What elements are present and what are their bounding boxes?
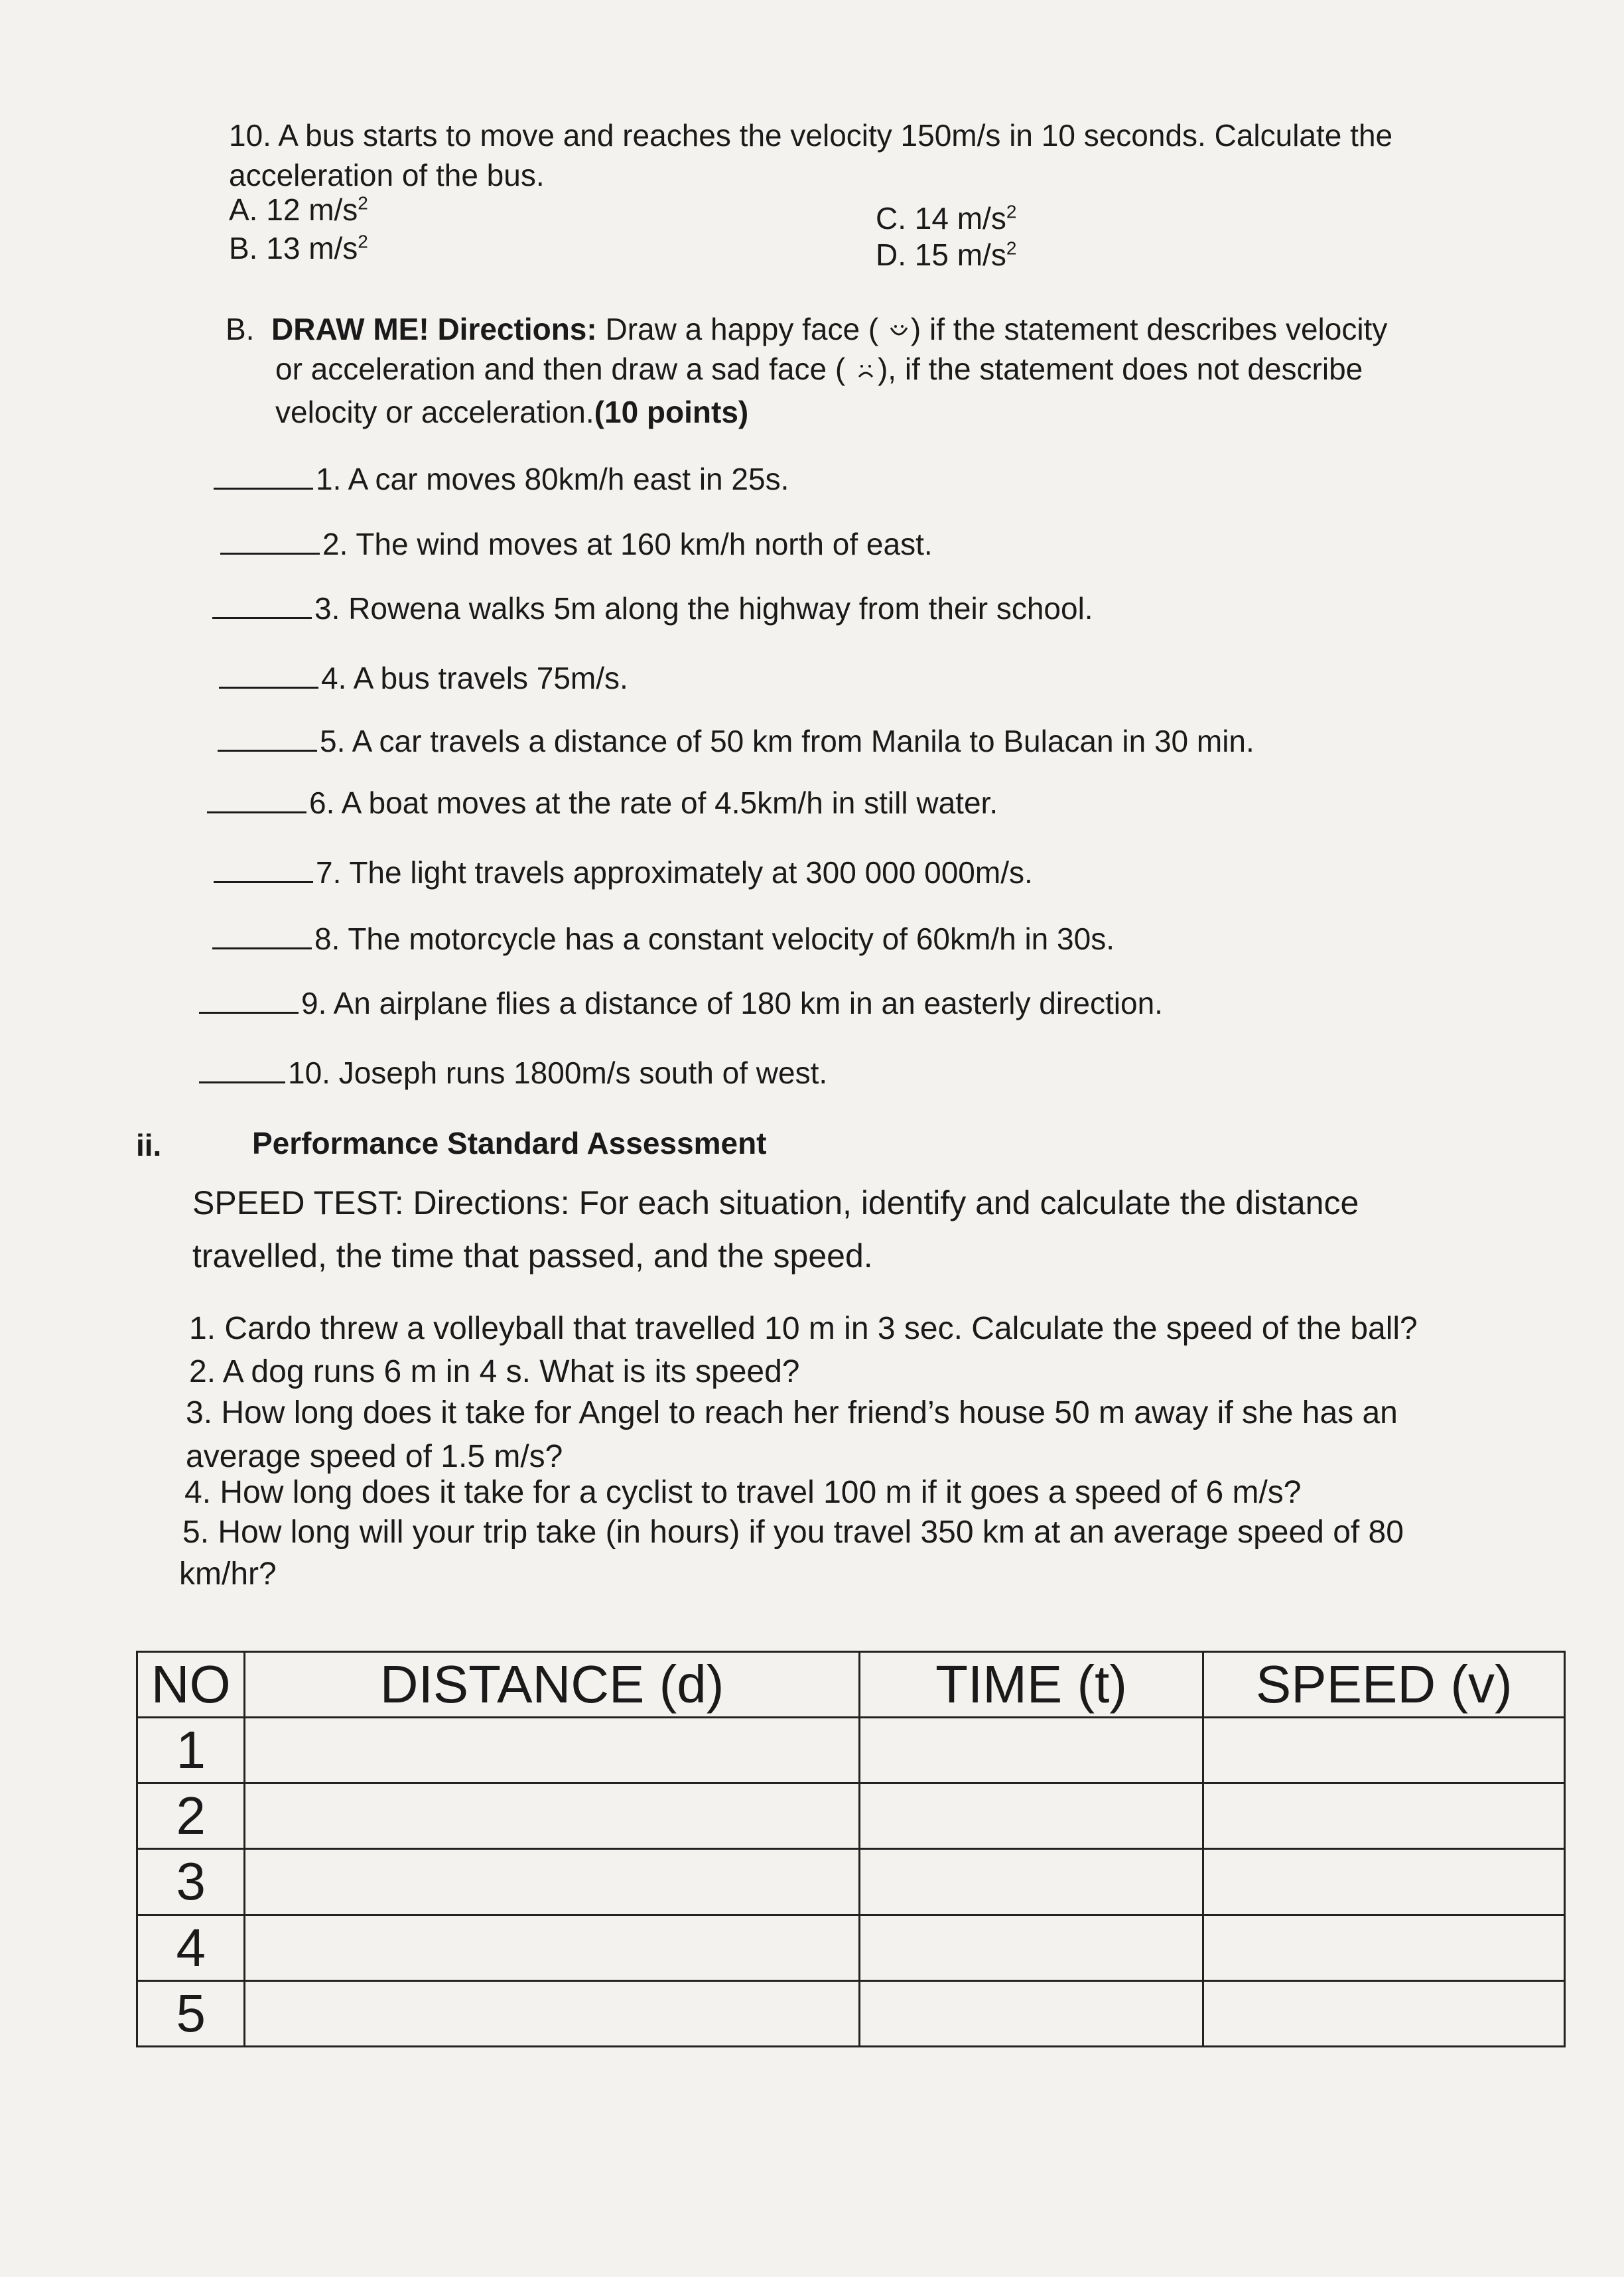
header-no: NO [137, 1652, 245, 1718]
speed-cell[interactable] [1203, 1849, 1565, 1915]
header-speed: SPEED (v) [1203, 1652, 1565, 1718]
list-item: 10. Joseph runs 1800m/s south of west. [199, 1055, 827, 1091]
answer-blank[interactable] [214, 855, 313, 883]
distance-cell[interactable] [245, 1718, 859, 1783]
header-time: TIME (t) [859, 1652, 1203, 1718]
row-number: 3 [137, 1849, 245, 1915]
mcq-option-d: D. 15 $m/s^2$ [876, 238, 1017, 272]
row-number: 2 [137, 1783, 245, 1849]
problem-item: 2. A dog runs 6 m in 4 s. What is its speed? [189, 1354, 800, 1389]
answer-blank[interactable] [218, 723, 317, 752]
mcq-question-cont: acceleration of the bus. [229, 158, 545, 192]
section-ii-title: Performance Standard Assessment [252, 1126, 767, 1160]
list-item: 6. A boat moves at the rate of 4.5km/h in still water. [207, 785, 998, 821]
problem-item: 4. How long does it take for a cyclist to travel 100 m if it goes a speed of 6 m/s? [184, 1475, 1302, 1510]
distance-cell[interactable] [245, 1915, 859, 1980]
table-row [137, 1718, 1565, 1783]
answer-blank[interactable] [214, 461, 313, 490]
answer-blank[interactable] [207, 785, 306, 813]
section-b-line2: or acceleration and then draw a sad face ( ), if the statement does not describe [275, 352, 1363, 386]
speed-test-directions-2: travelled, the time that passed, and the speed. [192, 1237, 873, 1275]
list-item: 1. A car moves 80km/h east in 25s. [214, 461, 789, 497]
section-b-heading: B. DRAW ME! Directions: Draw a happy face ( ) if the statement describes velocity [226, 312, 1388, 346]
answer-blank[interactable] [199, 1055, 285, 1083]
row-number: 5 [137, 1980, 245, 2046]
answer-blank[interactable] [220, 526, 320, 555]
problem-item-cont: average speed of 1.5 m/s? [186, 1439, 563, 1474]
section-ii-numeral: ii. [136, 1128, 162, 1162]
answer-table [136, 1651, 1566, 2047]
happy-face-icon [887, 318, 911, 342]
speed-cell[interactable] [1203, 1915, 1565, 1980]
list-item: 4. A bus travels 75m/s. [219, 660, 628, 696]
list-item: 5. A car travels a distance of 50 km from Manila to Bulacan in 30 min. [218, 723, 1254, 759]
list-item: 8. The motorcycle has a constant velocity of 60km/h in 30s. [212, 921, 1115, 957]
speed-cell[interactable] [1203, 1783, 1565, 1849]
section-b-line3: velocity or acceleration.(10 points) [275, 395, 749, 429]
time-cell[interactable] [859, 1718, 1203, 1783]
row-number: 1 [137, 1718, 245, 1783]
answer-blank[interactable] [219, 660, 318, 689]
header-distance: DISTANCE (d) [245, 1652, 859, 1718]
table-row [137, 1980, 1565, 2046]
list-item: 9. An airplane flies a distance of 180 km in an easterly direction. [199, 985, 1163, 1021]
time-cell[interactable] [859, 1915, 1203, 1980]
speed-cell[interactable] [1203, 1980, 1565, 2046]
speed-cell[interactable] [1203, 1718, 1565, 1783]
time-cell[interactable] [859, 1980, 1203, 2046]
distance-cell[interactable] [245, 1980, 859, 2046]
time-cell[interactable] [859, 1849, 1203, 1915]
sad-face-icon [854, 358, 878, 382]
table-row [137, 1915, 1565, 1980]
answer-blank[interactable] [212, 590, 312, 619]
answer-blank[interactable] [212, 921, 312, 949]
mcq-option-a: A. 12 $m/s^2$ [229, 192, 368, 227]
speed-test-directions-1: SPEED TEST: Directions: For each situation, identify and calculate the distance [192, 1184, 1359, 1221]
problem-item: 5. How long will your trip take (in hours) if you travel 350 km at an average speed of 80 [182, 1515, 1404, 1550]
mcq-question: 10. A bus starts to move and reaches the velocity 150m/s in 10 seconds. Calculate the [229, 118, 1393, 153]
mcq-option-b: B. 13 $m/s^2$ [229, 231, 368, 265]
list-item: 7. The light travels approximately at 300 000 000m/s. [214, 855, 1033, 890]
problem-item: 3. How long does it take for Angel to reach her friend’s house 50 m away if she has an [186, 1395, 1398, 1430]
distance-cell[interactable] [245, 1783, 859, 1849]
table-row [137, 1783, 1565, 1849]
answer-blank[interactable] [199, 985, 299, 1014]
row-number: 4 [137, 1915, 245, 1980]
list-item: 2. The wind moves at 160 km/h north of east. [220, 526, 933, 562]
time-cell[interactable] [859, 1783, 1203, 1849]
distance-cell[interactable] [245, 1849, 859, 1915]
problem-item-cont: km/hr? [179, 1556, 277, 1592]
table-row [137, 1849, 1565, 1915]
mcq-option-c: C. 14 $m/s^2$ [876, 201, 1017, 236]
list-item: 3. Rowena walks 5m along the highway from their school. [212, 590, 1093, 626]
problem-item: 1. Cardo threw a volleyball that travelled 10 m in 3 sec. Calculate the speed of the ball? [189, 1311, 1418, 1346]
table-header-row [137, 1652, 1565, 1718]
